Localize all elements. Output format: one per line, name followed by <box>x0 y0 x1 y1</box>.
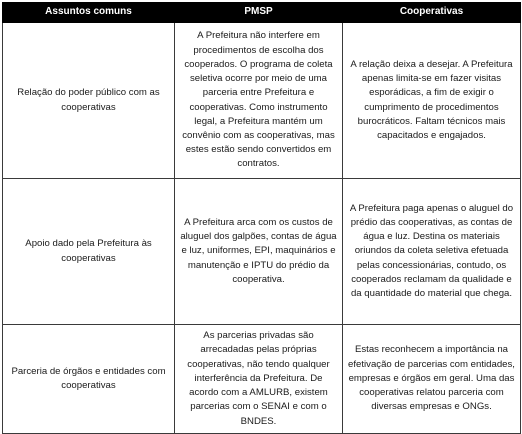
cooperativas-cell: Estas reconhecem a importância na efetivação de parcerias com entidades, empresas e órgãos em geral. Uma das cooperativas relatou parceria com diversas empresas e ONGs. <box>343 325 521 434</box>
header-assuntos-comuns: Assuntos comuns <box>3 3 175 23</box>
header-cooperativas: Cooperativas <box>343 3 521 23</box>
table-row <box>3 179 521 325</box>
pmsp-cell: A Prefeitura arca com os custos de aluguel dos galpões, contas de água e luz, uniformes, EPI, maquinários e manutenção e IPTU do prédio da cooperativa. <box>175 179 343 325</box>
topic-cell: Relação do poder público com as cooperativas <box>3 23 175 179</box>
topic-cell: Parceria de órgãos e entidades com cooperativas <box>3 325 175 434</box>
pmsp-cell: As parcerias privadas são arrecadadas pelas próprias cooperativas, não tendo qualquer interferência da Prefeitura. De acordo com a AMLURB, existem parcerias com o SENAI e com o BNDES. <box>175 325 343 434</box>
pmsp-cell: A Prefeitura não interfere em procedimentos de escolha dos cooperados. O programa de coleta seletiva ocorre por meio de uma parceria entre Prefeitura e cooperativas. Como instrumento legal, a Prefeitura mantém um convênio com as cooperativas, mas estes estão sendo convertidos em contratos. <box>175 23 343 179</box>
header-pmsp: PMSP <box>175 3 343 23</box>
table-row <box>3 325 521 434</box>
cooperativas-cell: A Prefeitura paga apenas o aluguel do prédio das cooperativas, as contas de água e luz. Destina os materiais oriundos da coleta seletiva efetuada pelas concessionárias, contudo, os cooperados reclamam da qualidade e da quantidade do material que chega. <box>343 179 521 325</box>
header-row <box>3 3 521 23</box>
cooperativas-cell: A relação deixa a desejar. A Prefeitura apenas limita-se em fazer visitas esporádicas, a fim de exigir o cumprimento de procedimentos burocráticos. Faltam técnicos mais capacitados e engajados. <box>343 23 521 179</box>
table-row <box>3 23 521 179</box>
topic-cell: Apoio dado pela Prefeitura às cooperativas <box>3 179 175 325</box>
comparison-table <box>2 2 521 434</box>
